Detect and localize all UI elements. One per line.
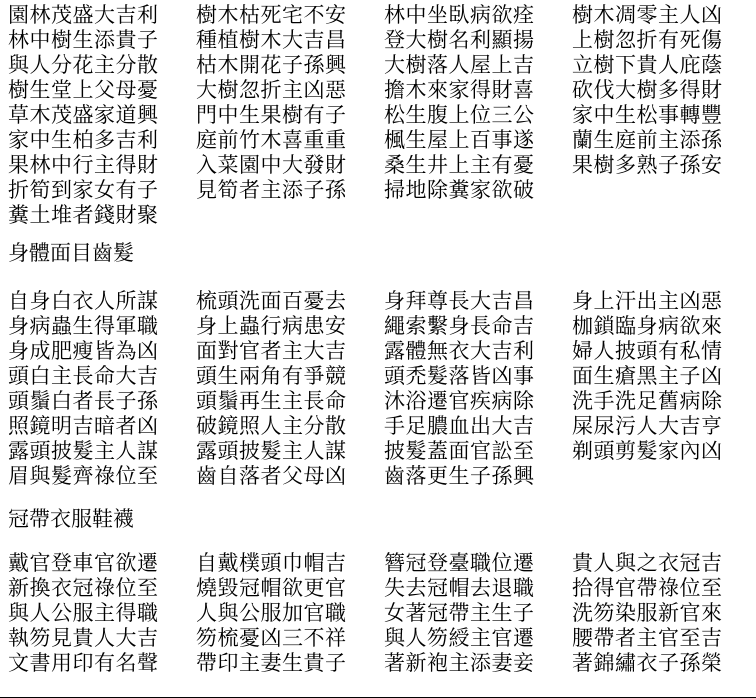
entry: 拾得官帶祿位至 [572,576,723,600]
entry: 腰帶者主官至吉 [572,626,723,650]
entry: 新換衣冠祿位至 [8,576,159,600]
entry: 林中樹生添貴子 [8,28,159,52]
entry-row [0,153,756,177]
entry: 燒毀冠帽欲更官 [196,576,347,600]
entry-row [0,203,756,227]
entry: 大樹忽折主凶惡 [196,78,347,102]
entry: 園林茂盛大吉利 [8,3,159,27]
entry: 擔木來家得財喜 [384,78,535,102]
entry: 家中生松事轉豐 [572,103,723,127]
entry-row [0,439,756,463]
entry: 破鏡照人主分散 [196,414,347,438]
entry-row [0,651,756,675]
entry: 繩索繫身長命吉 [384,314,535,338]
entry-row [0,28,756,52]
entry-row [0,128,756,152]
entry: 果林中行主得財 [8,153,159,177]
entry: 頭鬚再生主長命 [196,389,347,413]
entry: 草木茂盛家道興 [8,103,159,127]
entry: 門中生果樹有子 [196,103,347,127]
entry-row [0,626,756,650]
entry: 身上蟲行病患安 [196,314,347,338]
entry: 沐浴遷官疾病除 [384,389,535,413]
section-heading-clothing: 冠帶衣服鞋襪 [8,507,134,531]
entry-row [0,289,756,313]
entry: 庭前竹木喜重重 [196,128,347,152]
entry: 糞土堆者錢財聚 [8,203,159,227]
entry: 自身白衣人所謀 [8,289,159,313]
entry: 齒自落者父母凶 [196,464,347,488]
entry: 砍伐大樹多得財 [572,78,723,102]
entry: 立樹下貴人庇蔭 [572,53,723,77]
entry: 女著冠帶主生子 [384,601,535,625]
entry: 與人分花主分散 [8,53,159,77]
entry: 露頭披髮主人謀 [196,439,347,463]
entry: 登大樹名利顯揚 [384,28,535,52]
entry: 折筍到家女有子 [8,178,159,202]
entry: 樹木枯死宅不安 [196,3,347,27]
entry-row [0,339,756,363]
entry: 大樹落人屋上吉 [384,53,535,77]
entry-row [0,178,756,202]
entry: 身上汗出主凶惡 [572,289,723,313]
entry: 桑生井上主有憂 [384,153,535,177]
entry: 照鏡明吉暗者凶 [8,414,159,438]
entry: 洗笏染服新官來 [572,601,723,625]
entry: 戴官登車官欲遷 [8,551,159,575]
entry: 眉與髮齊祿位至 [8,464,159,488]
entry-row [0,364,756,388]
entry: 種植樹木大吉昌 [196,28,347,52]
entry-row [0,414,756,438]
entry: 披髮蓋面官訟至 [384,439,535,463]
entry: 帶印主妻生貴子 [196,651,347,675]
entry: 果樹多熟子孫安 [572,153,723,177]
entry: 洗手洗足舊病除 [572,389,723,413]
entry-row [0,576,756,600]
entry: 人與公服加官職 [196,601,347,625]
entry-row [0,103,756,127]
entry: 枯木開花子孫興 [196,53,347,77]
entry: 楓生屋上百事遂 [384,128,535,152]
entry: 與人公服主得職 [8,601,159,625]
entry: 婦人披頭有私情 [572,339,723,363]
entry-row [0,53,756,77]
entry: 樹生堂上父母憂 [8,78,159,102]
entry: 蘭生庭前主添孫 [572,128,723,152]
entry: 著新袍主添妻妾 [384,651,535,675]
entry: 頭白主長命大吉 [8,364,159,388]
entry: 貴人與之衣冠吉 [572,551,723,575]
entry-row [0,551,756,575]
entry: 自戴樸頭巾帽吉 [196,551,347,575]
section-heading-body: 身體面目齒髮 [8,241,134,265]
entry: 家中生柏多吉利 [8,128,159,152]
entry-row [0,464,756,488]
entry: 林中坐臥病欲痊 [384,3,535,27]
entry: 入菜園中大發財 [196,153,347,177]
entry: 身成肥瘦皆為凶 [8,339,159,363]
entry: 掃地除糞家欲破 [384,178,535,202]
entry: 失去冠帽去退職 [384,576,535,600]
entry: 笏梳憂凶三不祥 [196,626,347,650]
entry: 身病蟲生得軍職 [8,314,159,338]
entry-row [0,389,756,413]
entry: 頭禿髮落皆凶事 [384,364,535,388]
entry-row [0,78,756,102]
entry-row [0,3,756,27]
entry: 屎尿污人大吉亨 [572,414,723,438]
entry: 面生瘡黑主子凶 [572,364,723,388]
entry: 梳頭洗面百憂去 [196,289,347,313]
entry: 手足膿血出大吉 [384,414,535,438]
entry: 與人笏綬主官遷 [384,626,535,650]
entry: 執笏見貴人大吉 [8,626,159,650]
entry: 剃頭剪髮家內凶 [572,439,723,463]
entry: 見筍者主添子孫 [196,178,347,202]
entry: 樹木凋零主人凶 [572,3,723,27]
entry-row [0,601,756,625]
entry: 露頭披髮主人謀 [8,439,159,463]
entry: 面對官者主大吉 [196,339,347,363]
entry: 松生腹上位三公 [384,103,535,127]
entry: 簪冠登臺職位遷 [384,551,535,575]
entry: 露體無衣大吉利 [384,339,535,363]
entry: 齒落更生子孫興 [384,464,535,488]
entry: 頭鬚白者長子孫 [8,389,159,413]
entry: 頭生兩角有爭競 [196,364,347,388]
entry: 枷鎖臨身病欲來 [572,314,723,338]
entry: 身拜尊長大吉昌 [384,289,535,313]
entry: 文書用印有名聲 [8,651,159,675]
entry-row [0,314,756,338]
entry: 著錦繡衣子孫榮 [572,651,723,675]
entry: 上樹忽折有死傷 [572,28,723,52]
